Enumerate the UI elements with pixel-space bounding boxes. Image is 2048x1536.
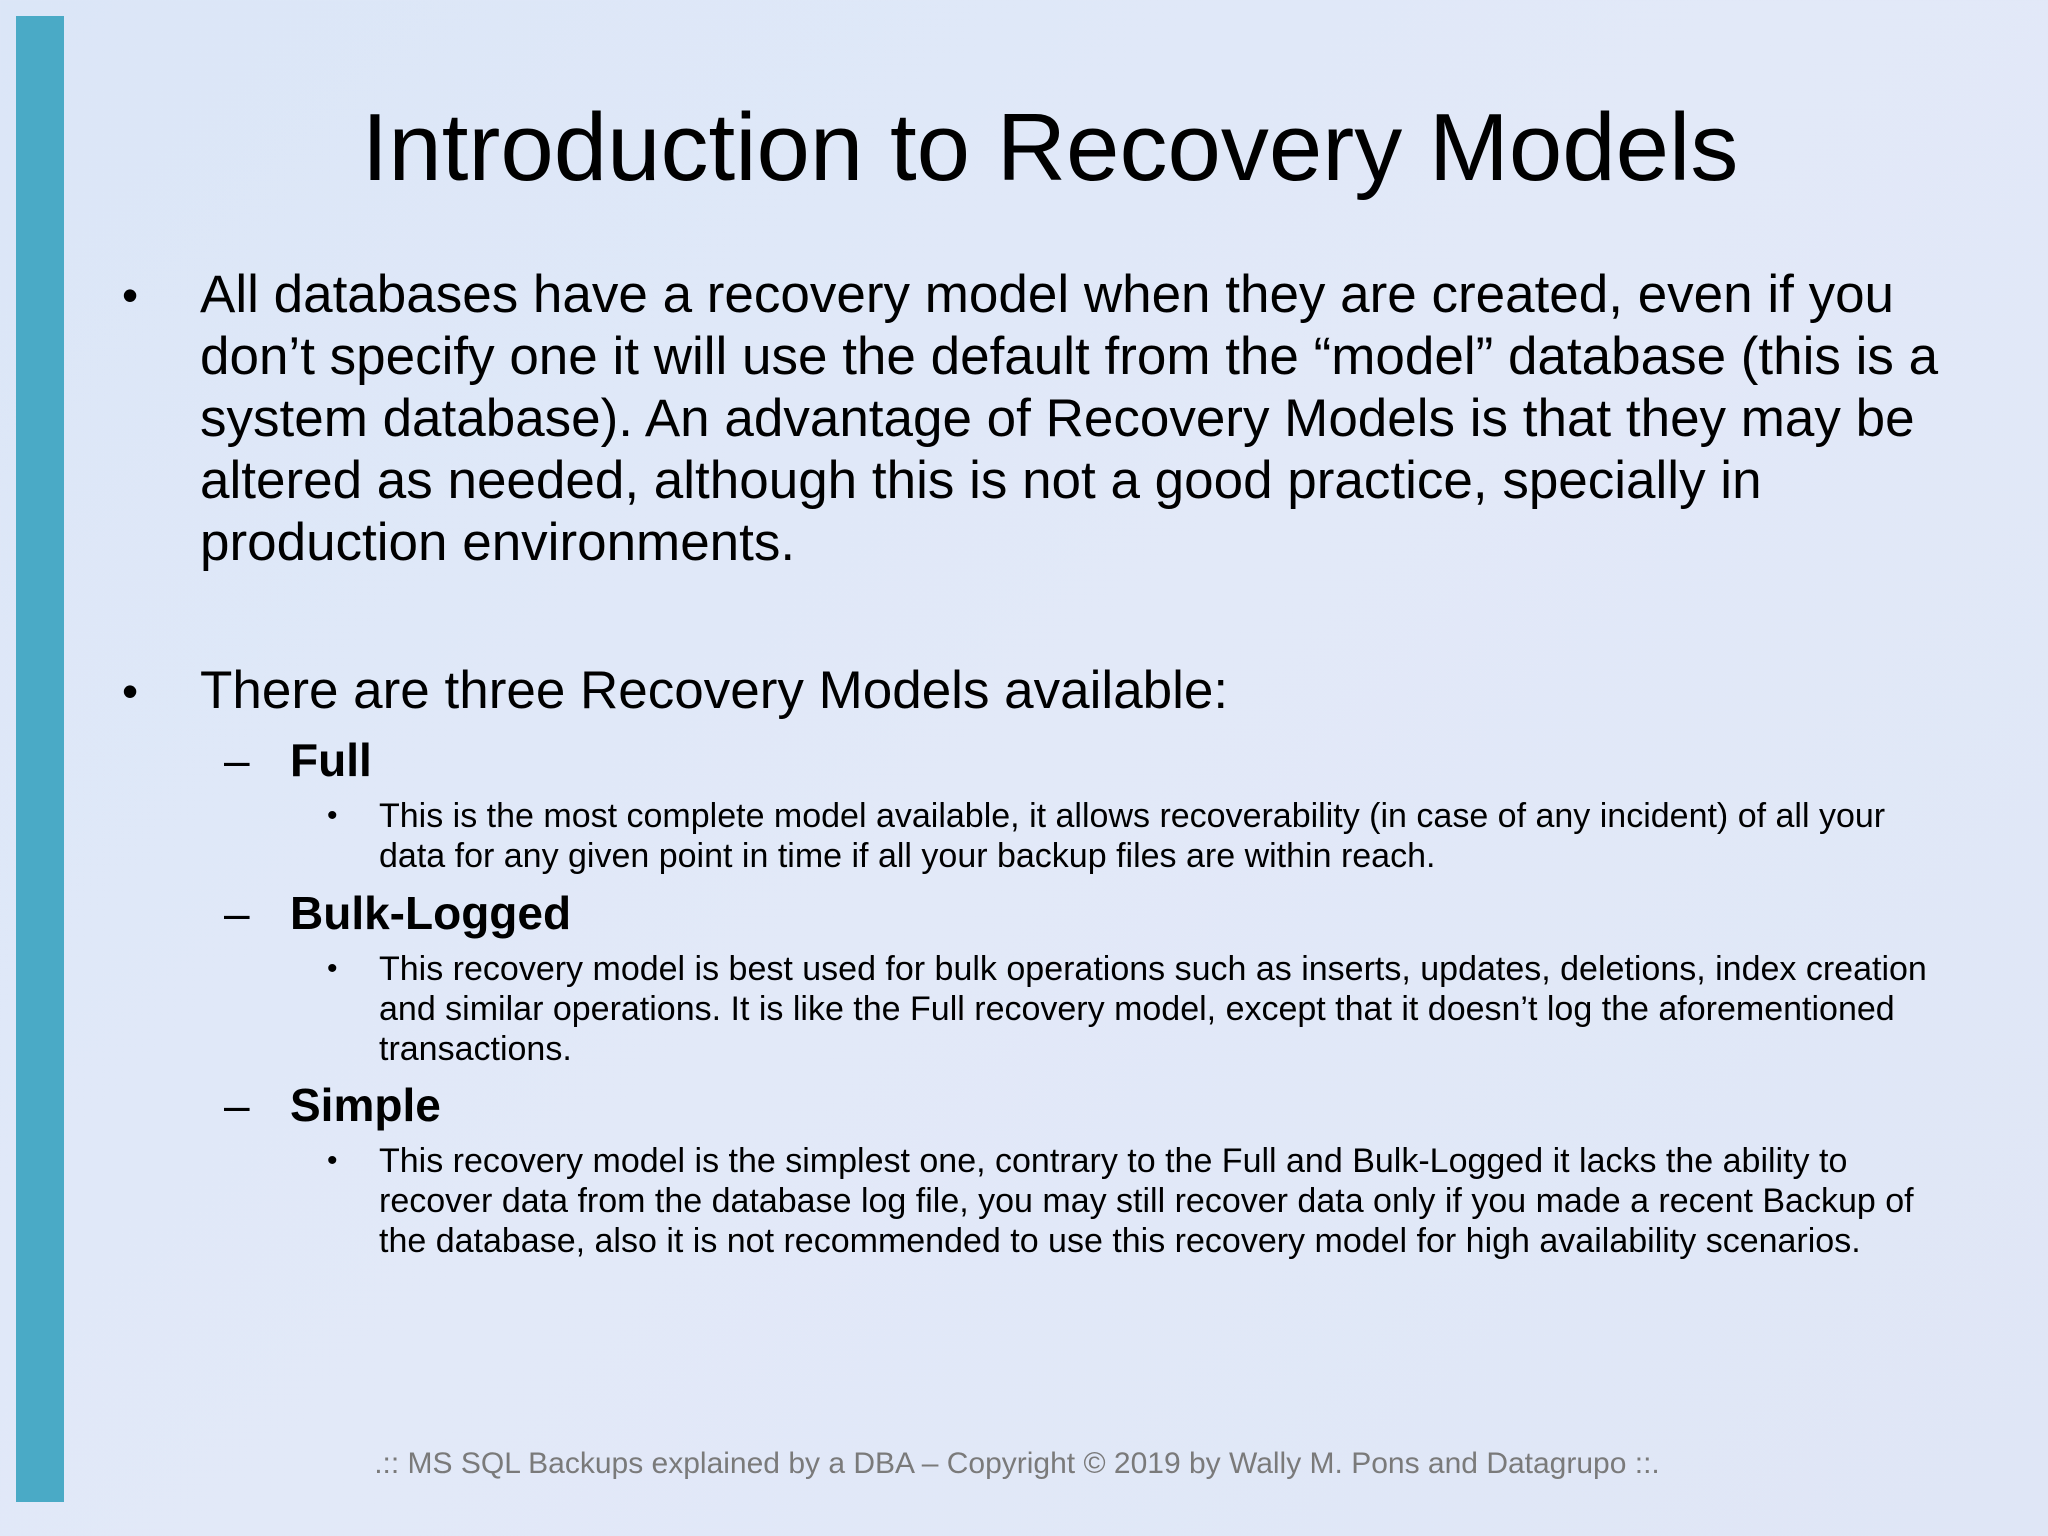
model-name: Bulk-Logged [290, 887, 572, 939]
bullet-intro-text: All databases have a recovery model when they are created, even if you don’t specify one it will use the default from the “model” database (this is a system database). An advantage of Recovery Models is that they may be altered as needed, although this is not a good practice, specially in production environments. [200, 265, 1939, 572]
model-description: This recovery model is the simplest one, contrary to the Full and Bulk-Logged it lacks the ability to recover data from the database log file, you may still recover data only if you made a recent Backup of the database, also it is not recommended to use this recovery model for high availability scenarios. [379, 1142, 1914, 1260]
model-simple-description [327, 1141, 1939, 1261]
model-full-description [327, 796, 1939, 876]
bullet-icon: • [327, 799, 338, 832]
dash-icon: – [224, 734, 250, 786]
bullet-icon: • [327, 952, 338, 985]
model-full-heading [224, 732, 372, 788]
model-bulk-logged-heading [224, 885, 572, 941]
model-description: This is the most complete model available, it allows recoverability (in case of any incident) of all your data for any given point in time if all your backup files are within reach. [379, 797, 1886, 875]
bullet-icon: • [122, 665, 139, 717]
model-name: Full [290, 734, 372, 786]
bullet-models [122, 660, 1940, 722]
model-name: Simple [290, 1079, 441, 1131]
bullet-models-text: There are three Recovery Models available: [200, 661, 1229, 720]
accent-bar [16, 16, 64, 1502]
slide-title: Introduction to Recovery Models [361, 94, 1739, 201]
slide-footer: .:: MS SQL Backups explained by a DBA – Copyright © 2019 by Wally M. Pons and Datagrupo ::. [374, 1447, 1660, 1480]
model-bulk-logged-description [327, 949, 1939, 1069]
model-description: This recovery model is best used for bulk operations such as inserts, updates, deletions, index creation and similar operations. It is like the Full recovery model, except that it doesn’t log the aforementioned transactions. [379, 950, 1927, 1068]
dash-icon: – [224, 1079, 250, 1131]
bullet-intro [122, 264, 1940, 574]
dash-icon: – [224, 887, 250, 939]
model-simple-heading [224, 1077, 441, 1133]
bullet-icon: • [122, 269, 139, 321]
bullet-icon: • [327, 1144, 338, 1177]
